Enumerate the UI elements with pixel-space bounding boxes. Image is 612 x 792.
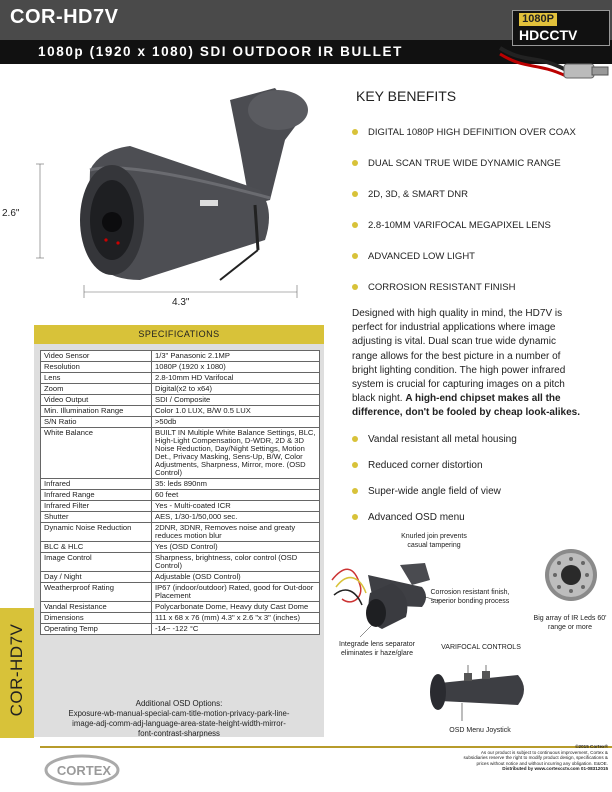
spec-value: AES, 1/30-1/50,000 sec. xyxy=(152,512,320,523)
specifications-panel xyxy=(34,325,324,737)
bullet-icon xyxy=(352,462,358,468)
label-corrosion-resistant: Corrosion resistant finish, superior bonding process xyxy=(430,589,510,605)
spec-row xyxy=(41,553,320,572)
spec-value: 2.8-10mm HD Varifocal xyxy=(152,373,320,384)
spec-value: Adjustable (OSD Control) xyxy=(152,572,320,583)
description-emphasis: A high-end chipset makes all the difference, don't be fooled by cheap look-alikes. xyxy=(352,393,580,419)
spec-value: 1080P (1920 x 1080) xyxy=(152,362,320,373)
spec-key: White Balance xyxy=(41,428,152,479)
spec-value: Yes - Multi-coated ICR xyxy=(152,501,320,512)
width-dimension: 4.3" xyxy=(172,297,190,308)
spec-key: Video Sensor xyxy=(41,351,152,362)
spec-row xyxy=(41,542,320,553)
bullet-icon xyxy=(352,253,358,259)
spec-value: Polycarbonate Dome, Heavy duty Cast Dome xyxy=(152,602,320,613)
spec-row xyxy=(41,572,320,583)
spec-key: Operating Temp xyxy=(41,624,152,635)
spec-key: Weatherproof Rating xyxy=(41,583,152,602)
label-knurled-join: Knurled join prevents casual tampering xyxy=(401,533,467,549)
benefit-item: 2D, 3D, & SMART DNR xyxy=(352,189,468,200)
benefit-item: 2.8-10MM VARIFOCAL MEGAPIXEL LENS xyxy=(352,220,551,231)
spec-key: Infrared xyxy=(41,479,152,490)
label-lens-separator: Integrade lens separator eliminates ir haze/glare xyxy=(339,641,415,657)
side-tab-label: COR-HD7V xyxy=(7,623,26,717)
spec-key: Day / Night xyxy=(41,572,152,583)
badge-hdcctv: HDCCTV xyxy=(519,27,578,43)
product-subtitle: 1080p (1920 x 1080) SDI OUTDOOR IR BULLET xyxy=(38,44,403,59)
hdcctv-logo xyxy=(512,10,610,46)
spec-key: Lens xyxy=(41,373,152,384)
spec-value: 60 feet xyxy=(152,490,320,501)
bullet-icon xyxy=(352,514,358,520)
footer-fine-print: ©2015 Cortex® As our product is subject to continuous improvement, Cortex & subsidiaries reserve the right to modify product design, specifications & prices without notice and without incurring any obligation. E&OE. Distributed by www.cortexcctv.com 01-08312015 xyxy=(408,744,608,772)
model-title: COR-HD7V xyxy=(10,6,119,28)
spec-value: 1/3" Panasonic 2.1MP xyxy=(152,351,320,362)
spec-value: -14~ -122 °C xyxy=(152,624,320,635)
feature-item: Super-wide angle field of view xyxy=(352,486,501,497)
key-benefits-title: KEY BENEFITS xyxy=(356,88,457,104)
bullet-icon xyxy=(352,436,358,442)
spec-row xyxy=(41,583,320,602)
spec-key: Dynamic Noise Reduction xyxy=(41,523,152,542)
feature-item: Vandal resistant all metal housing xyxy=(352,434,517,445)
spec-value: >50db xyxy=(152,417,320,428)
spec-value: Yes (OSD Control) xyxy=(152,542,320,553)
label-ir-array: Big array of IR Leds 60' range or more xyxy=(533,615,607,631)
bullet-icon xyxy=(352,222,358,228)
benefit-item: CORROSION RESISTANT FINISH xyxy=(352,282,515,293)
feature-item: Reduced corner distortion xyxy=(352,460,483,471)
spec-value: Digital(x2 to x64) xyxy=(152,384,320,395)
bnc-cable-image xyxy=(496,44,612,90)
bullet-icon xyxy=(352,191,358,197)
bullet-icon xyxy=(352,160,358,166)
benefit-item: DUAL SCAN TRUE WIDE DYNAMIC RANGE xyxy=(352,158,561,169)
cortex-logo xyxy=(44,752,130,788)
spec-row xyxy=(41,624,320,635)
side-tab xyxy=(0,608,34,738)
svg-text:CORTEX: CORTEX xyxy=(56,763,112,778)
height-dimension: 2.6" xyxy=(2,208,20,219)
spec-row xyxy=(41,479,320,490)
benefit-item: ADVANCED LOW LIGHT xyxy=(352,251,475,262)
spec-key: Min. Illumination Range xyxy=(41,406,152,417)
spec-value: Color 1.0 LUX, B/W 0.5 LUX xyxy=(152,406,320,417)
spec-row xyxy=(41,501,320,512)
spec-key: Image Control xyxy=(41,553,152,572)
copyright: ©2015 Cortex® xyxy=(575,744,608,749)
osd-options-list: Exposure-wb-manual-special-cam-title-motion-privacy-park-line-image-adj-comm-adj-language-area-state-height-width-mirror-font-contrast-sharpness xyxy=(68,709,290,738)
spec-row xyxy=(41,428,320,479)
spec-value: BUILT IN Multiple White Balance Settings, BLC, High-Light Compensation, D-WDR, 2D & 3D Noise Reduction, Day/Night Settings, Motion Det., Privacy Masking, Sens-Up, B/W, Color Adjustments, Sharpness, Mirror, more. (OSD Control) xyxy=(152,428,320,479)
spec-row xyxy=(41,512,320,523)
label-varifocal-controls: VARIFOCAL CONTROLS xyxy=(441,644,521,651)
spec-row xyxy=(41,417,320,428)
spec-value: 111 x 68 x 76 (mm) 4.3" x 2.6 "x 3" (inches) xyxy=(152,613,320,624)
spec-value: IP67 (indoor/outdoor) Rated, good for Out-door Placement xyxy=(152,583,320,602)
bullet-icon xyxy=(352,488,358,494)
spec-key: S/N Ratio xyxy=(41,417,152,428)
badge-resolution: 1080P xyxy=(519,13,557,26)
spec-value: 35: leds 890nm xyxy=(152,479,320,490)
distributor: Distributed by www.cortexcctv.com 01-08312015 xyxy=(502,766,608,772)
spec-key: Shutter xyxy=(41,512,152,523)
spec-row xyxy=(41,362,320,373)
spec-row xyxy=(41,406,320,417)
spec-row xyxy=(41,384,320,395)
feature-item: Advanced OSD menu xyxy=(352,512,465,523)
osd-options-title: Additional OSD Options: xyxy=(135,699,223,708)
bullet-icon xyxy=(352,129,358,135)
benefit-item: DIGITAL 1080P HIGH DEFINITION OVER COAX xyxy=(352,127,576,138)
spec-key: Infrared Range xyxy=(41,490,152,501)
specifications-title: SPECIFICATIONS xyxy=(34,325,324,344)
spec-row xyxy=(41,373,320,384)
spec-row xyxy=(41,523,320,542)
spec-key: Resolution xyxy=(41,362,152,373)
spec-key: Dimensions xyxy=(41,613,152,624)
spec-value: SDI / Composite xyxy=(152,395,320,406)
camera-image xyxy=(70,80,320,310)
spec-key: Vandal Resistance xyxy=(41,602,152,613)
spec-value: 2DNR, 3DNR, Removes noise and greaty reduces motion blur xyxy=(152,523,320,542)
label-osd-joystick: OSD Menu Joystick xyxy=(449,727,511,734)
spec-key: Infrared Filter xyxy=(41,501,152,512)
spec-key: Zoom xyxy=(41,384,152,395)
spec-row xyxy=(41,602,320,613)
specifications-table xyxy=(40,350,320,635)
bullet-icon xyxy=(352,284,358,290)
spec-key: Video Output xyxy=(41,395,152,406)
product-description: Designed with high quality in mind, the HD7V is perfect for industrial applications where image adjusting is vital. Dual scan true wide dynamic range allows for the best picture in a number of bright lighting condition. The high power infrared system is crucial for capturing images on a pitch black night. A high-end chipset makes all the difference, don't be fooled by cheap look-alikes. xyxy=(352,308,580,419)
spec-value: Sharpness, brightness, color control (OSD Control) xyxy=(152,553,320,572)
spec-row xyxy=(41,395,320,406)
spec-row xyxy=(41,613,320,624)
spec-row xyxy=(41,490,320,501)
spec-row xyxy=(41,351,320,362)
spec-key: BLC & HLC xyxy=(41,542,152,553)
